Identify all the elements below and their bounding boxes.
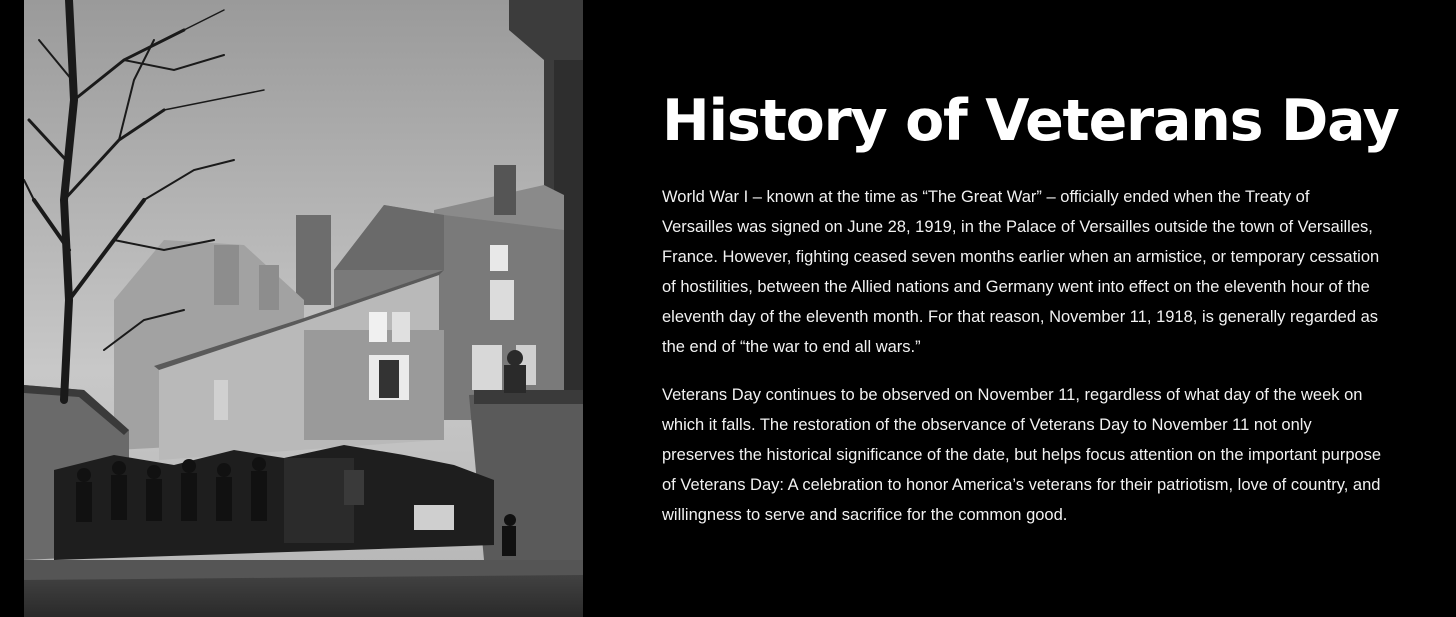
article-paragraph-1: World War I – known at the time as “The Great War” – officially ended when the Treaty of Versailles was signed on June 28, 1919, in the Palace of Versailles outside the town of Versailles, France. However, fighting ceased seven months earlier when an armistice, or temporary cessation of hostilities, between the Allied nations and Germany went into effect on the eleventh hour of the eleventh day of the eleventh month. For that reason, November 11, 1918, is generally regarded as the end of “the war to end all wars.” xyxy=(662,188,1380,356)
historical-photo xyxy=(24,0,583,617)
page-title: History of Veterans Day xyxy=(662,88,1399,154)
article-paragraph-2: Veterans Day continues to be observed on November 11, regardless of what day of the week on which it falls. The restoration of the observance of Veterans Day to November 11 not only preserves the historical significance of the date, but helps focus attention on the important purpose of Veterans Day: A celebration to honor America’s veterans for their patriotism, love of country, and willingness to serve and sacrifice for the common good. xyxy=(662,386,1382,524)
photo-illustration xyxy=(24,0,583,617)
article xyxy=(662,82,1399,548)
